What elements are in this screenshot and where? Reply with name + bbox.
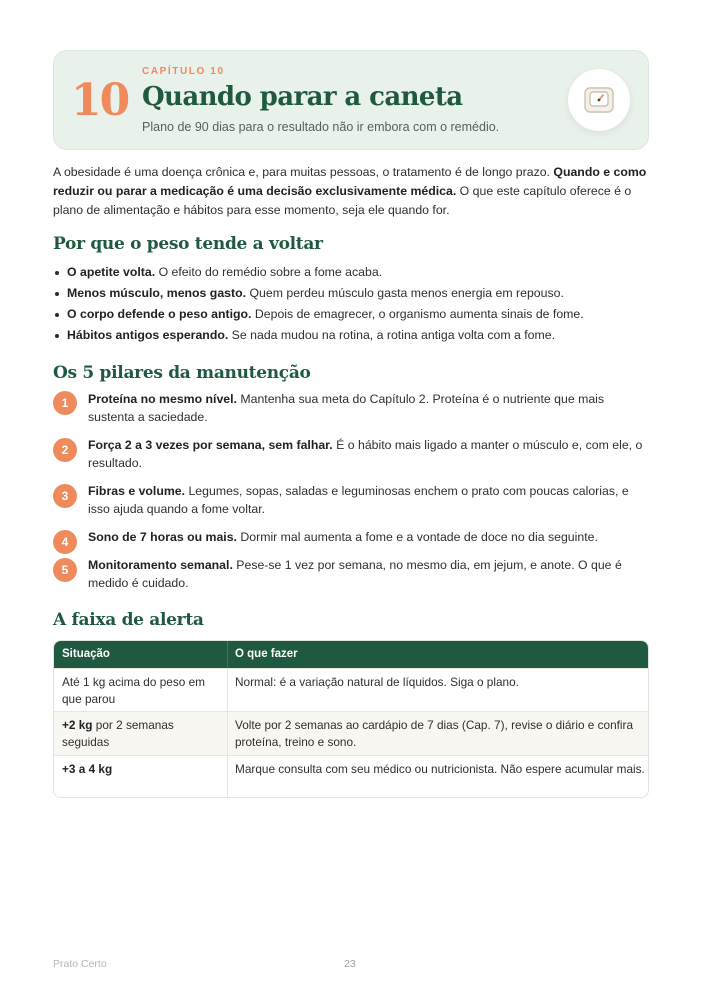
- column-divider: [227, 669, 228, 711]
- list-item: [53, 283, 651, 304]
- list-item-text: Se nada mudou na rotina, a rotina antiga volta com a fome.: [228, 328, 556, 342]
- pillar-body: É o hábito mais ligado a manter o músculo e, com ele, o resultado.: [88, 438, 643, 470]
- pillar-bold: Proteína no mesmo nível.: [88, 392, 237, 406]
- pillar-text: [88, 391, 648, 426]
- pillar-body: Pese-se 1 vez por semana, no mesmo dia, em jejum, e anote. O que é medido é cuidado.: [88, 558, 622, 590]
- table-row: [54, 668, 649, 711]
- pillar-number-badge: 4: [53, 530, 77, 554]
- pillar-item: [53, 483, 651, 519]
- column-divider: [227, 712, 228, 755]
- pillar-number-badge: 5: [53, 558, 77, 582]
- list-item: [53, 325, 651, 346]
- situation-text: Até 1 kg acima do peso em que parou: [62, 675, 205, 706]
- pillar-text: [88, 557, 648, 592]
- table-cell-action: Normal: é a variação natural de líquidos. Siga o plano.: [235, 675, 519, 689]
- column-divider: [227, 641, 228, 668]
- intro-paragraph: [53, 163, 651, 220]
- alert-table: [53, 640, 649, 798]
- pillar-body: Mantenha sua meta do Capítulo 2. Proteína é o nutriente que mais sustenta a saciedade.: [88, 392, 605, 424]
- table-row: [54, 711, 649, 755]
- scale-icon: [583, 86, 615, 114]
- list-item-text: O efeito do remédio sobre a fome acaba.: [155, 265, 383, 279]
- pillar-text: [88, 483, 648, 518]
- pillar-text: [88, 529, 648, 547]
- pillar-number-badge: 1: [53, 391, 77, 415]
- situation-bold: +3 a 4 kg: [62, 762, 113, 776]
- why-list: [53, 262, 651, 346]
- chapter-kicker: CAPÍTULO 10: [142, 66, 225, 77]
- pillar-bold: Força 2 a 3 vezes por semana, sem falhar.: [88, 438, 333, 452]
- pillar-bold: Monitoramento semanal.: [88, 558, 233, 572]
- chapter-number: 10: [71, 75, 129, 126]
- scale-badge: [568, 69, 630, 131]
- chapter-title: Quando parar a caneta: [142, 82, 463, 112]
- table-header-cell: O que fazer: [235, 648, 298, 660]
- alert-section-title: A faixa de alerta: [53, 610, 204, 630]
- list-item-bold: Menos músculo, menos gasto.: [67, 286, 247, 300]
- intro-text-2: O que este capítulo oferece é o plano de alimentação e hábitos para esse momento, seja ele quando for.: [53, 184, 632, 217]
- table-header-cell: Situação: [62, 648, 110, 660]
- pillar-item: [53, 391, 651, 427]
- table-header: [54, 641, 649, 668]
- table-cell-situation: [62, 674, 220, 708]
- intro-text-1: A obesidade é uma doença crônica e, para muitas pessoas, o tratamento é de longo prazo.: [53, 165, 554, 179]
- pillar-body: Legumes, sopas, saladas e leguminosas enchem o prato com poucas calorias, e isso ajuda quando a fome voltar.: [88, 484, 629, 516]
- pillars-section-title: Os 5 pilares da manutenção: [53, 363, 311, 383]
- why-section-title: Por que o peso tende a voltar: [53, 234, 323, 254]
- pillar-item: [53, 529, 651, 553]
- pillar-text: [88, 437, 648, 472]
- column-divider: [227, 756, 228, 798]
- pillar-number-badge: 2: [53, 438, 77, 462]
- pillar-number-badge: 3: [53, 484, 77, 508]
- list-item-bold: O corpo defende o peso antigo.: [67, 307, 252, 321]
- list-item: [53, 262, 651, 283]
- table-cell-action: Marque consulta com seu médico ou nutricionista. Não espere acumular mais.: [235, 762, 645, 776]
- situation-text: por 2 semanas seguidas: [62, 718, 174, 749]
- pillar-bold: Sono de 7 horas ou mais.: [88, 530, 237, 544]
- table-cell-action: Volte por 2 semanas ao cardápio de 7 dias (Cap. 7), revise o diário e confira proteína, treino e sono.: [235, 718, 634, 749]
- intro-bold: Quando e como reduzir ou parar a medicação é uma decisão exclusivamente médica.: [53, 165, 647, 198]
- page-number: 23: [344, 958, 356, 970]
- pillar-bold: Fibras e volume.: [88, 484, 186, 498]
- table-row: [54, 755, 649, 798]
- list-item-text: Quem perdeu músculo gasta menos energia em repouso.: [246, 286, 564, 300]
- list-item: [53, 304, 651, 325]
- pillar-item: [53, 437, 651, 473]
- situation-bold: +2 kg: [62, 718, 93, 732]
- table-cell-situation: [62, 717, 220, 751]
- pillar-body: Dormir mal aumenta a fome e a vontade de doce no dia seguinte.: [236, 530, 598, 544]
- table-cell-situation: [62, 761, 220, 778]
- footer-brand: Prato Certo: [53, 958, 107, 970]
- chapter-subtitle: Plano de 90 dias para o resultado não ir embora com o remédio.: [142, 120, 500, 134]
- list-item-text: Depois de emagrecer, o organismo aumenta sinais de fome.: [251, 307, 584, 321]
- list-item-bold: O apetite volta.: [67, 265, 156, 279]
- pillar-item: [53, 557, 651, 593]
- list-item-bold: Hábitos antigos esperando.: [67, 328, 229, 342]
- chapter-header-card: [53, 50, 649, 150]
